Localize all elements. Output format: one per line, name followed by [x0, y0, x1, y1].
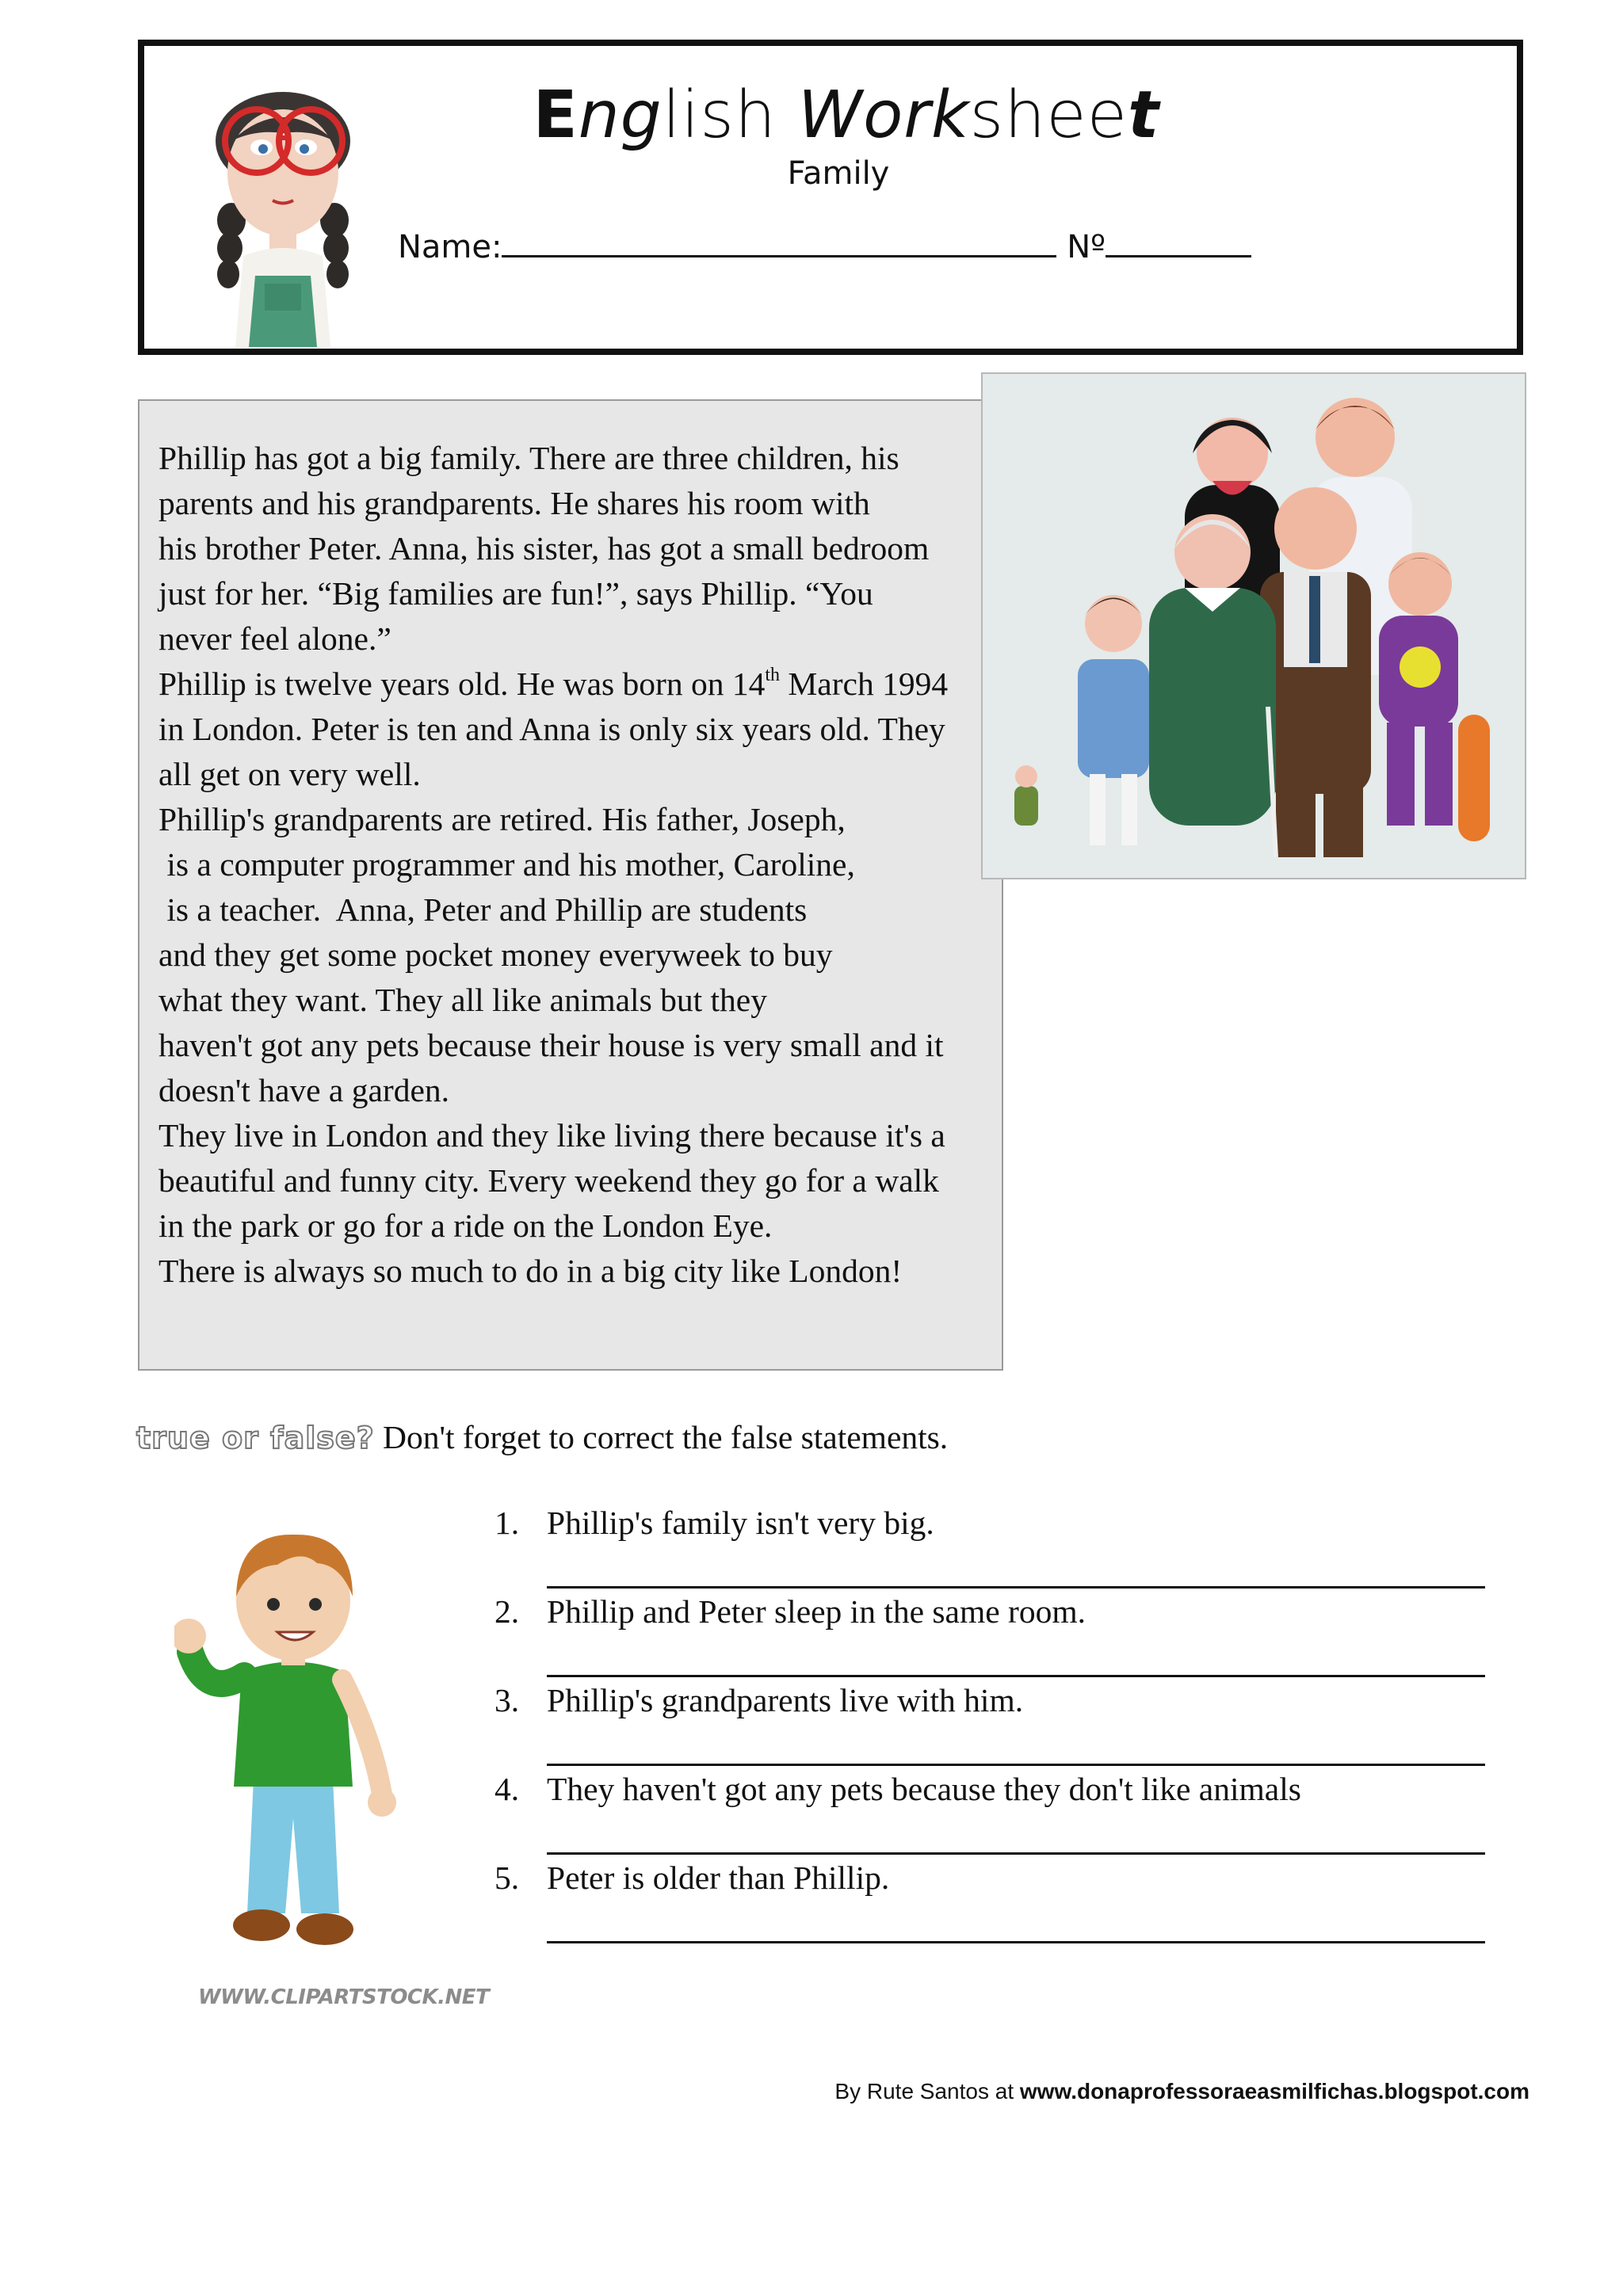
list-item [495, 1504, 1485, 1592]
instruction-text: Don't forget to correct the false statements. [374, 1419, 949, 1455]
name-label: Name: [398, 229, 502, 265]
list-item [495, 1681, 1485, 1770]
passage-line: what they want. They all like animals but they [158, 982, 767, 1018]
passage-line: all get on very well. [158, 756, 421, 792]
reading-passage-box [138, 399, 1003, 1371]
worksheet-header [138, 40, 1523, 355]
worksheet-subtitle: Family [787, 155, 890, 192]
passage-line: his brother Peter. Anna, his sister, has got a small bedroom [158, 530, 930, 566]
list-item [495, 1770, 1485, 1859]
exercise-instruction [136, 1418, 948, 1456]
question-number: 2. [495, 1593, 520, 1630]
ordinal-suffix: th [765, 665, 781, 685]
question-text: Phillip's grandparents live with him. [547, 1682, 1024, 1718]
worksheet-title: English Worksheet [533, 78, 1160, 153]
number-blank[interactable] [1106, 225, 1251, 257]
list-item [495, 1592, 1485, 1681]
true-false-questions [495, 1504, 1485, 1947]
passage-line: doesn't have a garden. [158, 1072, 449, 1108]
question-text: Phillip and Peter sleep in the same room. [547, 1593, 1086, 1630]
passage-line: in the park or go for a ride on the London Eye. [158, 1207, 773, 1244]
credit-website-link[interactable]: www.donaprofessoraeasmilfichas.blogspot.com [1019, 2079, 1529, 2103]
passage-line: parents and his grandparents. He shares his room with [158, 485, 870, 521]
question-number: 3. [495, 1682, 520, 1718]
passage-line: Phillip is twelve years old. He was born on 14th March 1994 [158, 665, 949, 702]
question-text: Peter is older than Phillip. [547, 1859, 890, 1896]
answer-line[interactable] [547, 1675, 1485, 1677]
question-text: They haven't got any pets because they don't like animals [547, 1771, 1301, 1807]
clipart-watermark: WWW.CLIPARTSTOCK.NET [198, 1985, 490, 2009]
answer-line[interactable] [547, 1941, 1485, 1943]
answer-line[interactable] [547, 1764, 1485, 1766]
question-number: 5. [495, 1859, 520, 1896]
passage-line: in London. Peter is ten and Anna is only six years old. They [158, 711, 945, 747]
name-blank[interactable] [502, 225, 1056, 257]
family-group-drawing [983, 374, 1525, 878]
passage-line: There is always so much to do in a big city like London! [158, 1253, 903, 1289]
answer-line[interactable] [547, 1852, 1485, 1855]
question-text: Phillip's family isn't very big. [547, 1505, 934, 1541]
passage-line: never feel alone.” [158, 620, 391, 657]
passage-line: They live in London and they like living there because it's a [158, 1117, 945, 1154]
passage-line: haven't got any pets because their house is very small and it [158, 1027, 944, 1063]
passage-line: beautiful and funny city. Every weekend they go for a walk [158, 1162, 939, 1199]
passage-line: just for her. “Big families are fun!”, says Phillip. “You [158, 575, 873, 612]
passage-line: is a computer programmer and his mother, Caroline, [158, 846, 855, 883]
number-label: Nº [1067, 229, 1106, 265]
question-number: 4. [495, 1771, 520, 1807]
student-info-line [398, 225, 1251, 265]
true-or-false-label: true or false? [136, 1421, 375, 1455]
passage-line: Phillip's grandparents are retired. His father, Joseph, [158, 801, 846, 837]
reading-passage [158, 436, 999, 1294]
family-illustration [981, 372, 1526, 879]
footer-credit [834, 2079, 1529, 2104]
credit-prefix: By Rute Santos at [834, 2079, 1020, 2103]
boy-waving-illustration [174, 1517, 412, 1969]
passage-line: is a teacher. Anna, Peter and Phillip are students [158, 891, 808, 928]
question-number: 1. [495, 1505, 520, 1541]
passage-line: Phillip has got a big family. There are three children, his [158, 440, 899, 476]
passage-line: and they get some pocket money everyweek to buy [158, 936, 833, 973]
list-item [495, 1859, 1485, 1947]
answer-line[interactable] [547, 1586, 1485, 1589]
